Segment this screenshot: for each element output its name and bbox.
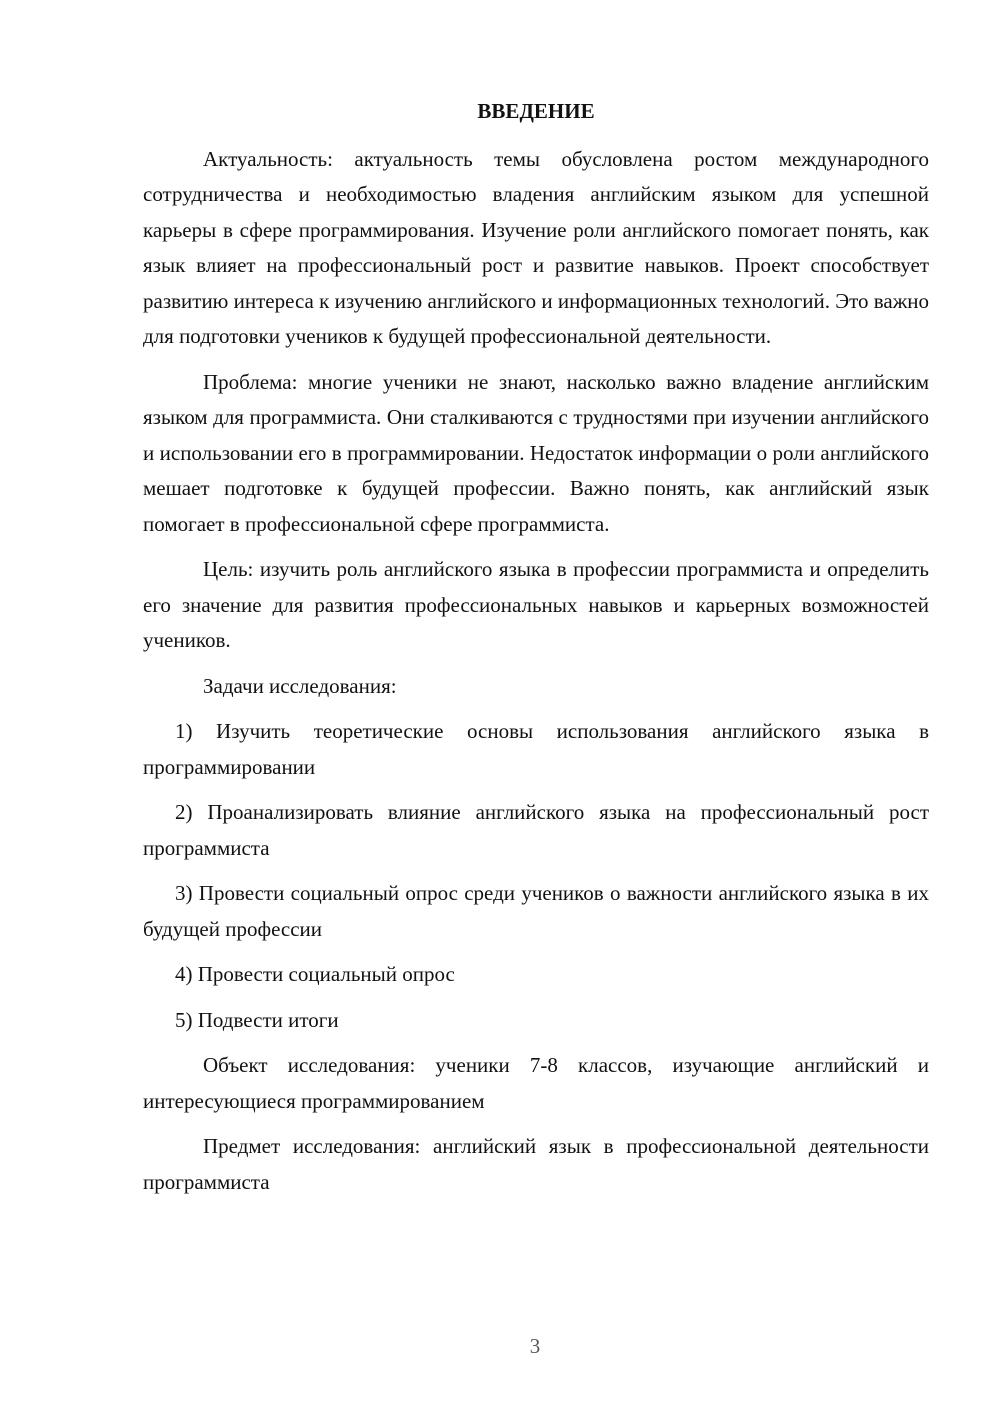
problem-paragraph: Проблема: многие ученики не знают, насколько важно владение английским языком для программиста. Они сталкиваются с трудностями при изучении английского и использовании его в программировании. Недостаток информации о роли английского мешает подготовке к будущей профессии. Важно понять, как английский язык помогает в профессиональной сфере программиста. [143, 369, 929, 536]
tasks-list [143, 714, 929, 1038]
tasks-title: Задачи исследования: [203, 673, 397, 698]
document-page [143, 94, 929, 1210]
task-item: 1) Изучить теоретические основы использования английского языка в программировании [143, 719, 929, 779]
task-item: 4) Провести социальный опрос [175, 962, 455, 986]
subject-paragraph: Предмет исследования: английский язык в профессиональной деятельности программиста [143, 1134, 929, 1194]
task-item: 5) Подвести итоги [175, 1007, 339, 1032]
task-item: 2) Проанализировать влияние английского языка на профессиональный рост программиста [143, 800, 929, 860]
task-item: 3) Провести социальный опрос среди учеников о важности английского языка в их будущей профессии [143, 881, 929, 941]
page-number: 3 [529, 1334, 541, 1358]
relevance-paragraph: Актуальность: актуальность темы обусловлена ростом международного сотрудничества и необходимостью владения английским языком для успешной карьеры в сфере программирования. Изучение роли английского помогает понять, как язык влияет на профессиональный рост и развитие навыков. Проект способствует развитию интереса к изучению английского и информационных технологий. Это важно для подготовки учеников к будущей профессиональной деятельности. [143, 146, 929, 348]
object-paragraph: Объект исследования: ученики 7-8 классов, изучающие английский и интересующиеся программированием [143, 1053, 929, 1113]
goal-paragraph: Цель: изучить роль английского языка в профессии программиста и определить его значение для развития профессиональных навыков и карьерных возможностей учеников. [143, 557, 929, 652]
section-heading: ВВЕДЕНИЕ [477, 99, 595, 123]
